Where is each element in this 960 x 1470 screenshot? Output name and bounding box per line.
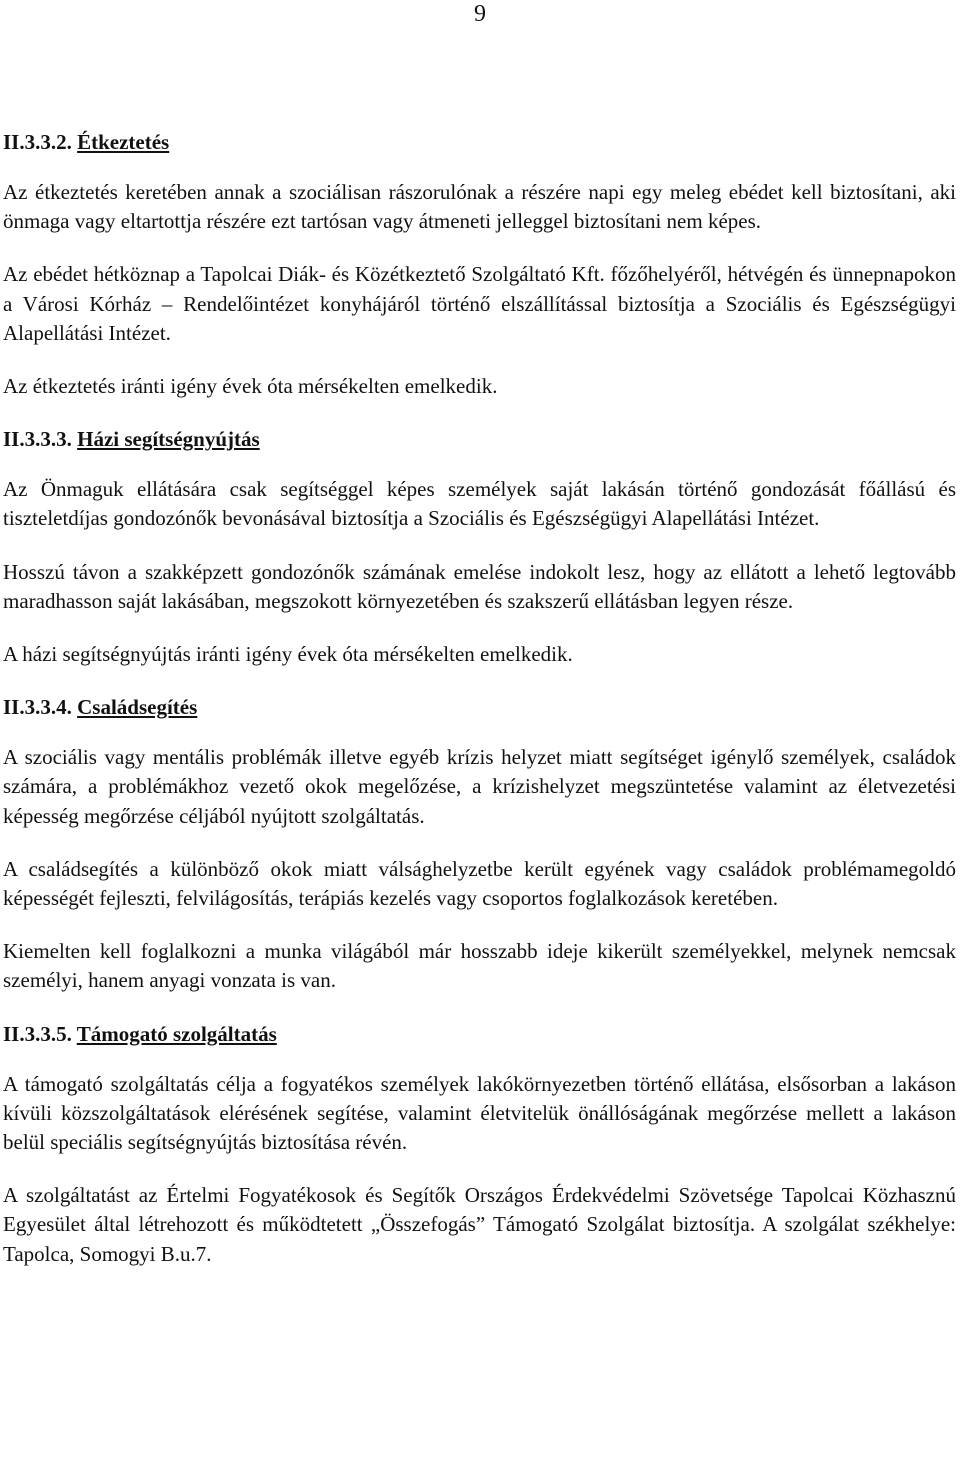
section-number: II.3.3.3. [3, 427, 72, 452]
section-heading-csaladsegites [3, 693, 956, 722]
section-title: Családsegítés [77, 695, 198, 720]
section-heading-hazi-segitsegnyujtas [3, 425, 956, 454]
paragraph: Az ebédet hétköznap a Tapolcai Diák- és Közétkeztető Szolgáltató Kft. főzőhelyéről, hétvégén és ünnepnapokon a Városi Kórház – Rendelőintézet konyhájáról történő elszállítással biztosítja a Szociális és Egészségügyi Alapellátási Intézet. [3, 262, 956, 345]
section-heading-tamogato-szolgaltatas [3, 1020, 956, 1049]
section-number: II.3.3.2. [3, 130, 72, 154]
paragraph: Az étkeztetés iránti igény évek óta mérsékelten emelkedik. [3, 374, 498, 399]
document-body [3, 128, 956, 1269]
paragraph: A házi segítségnyújtás iránti igény évek óta mérsékelten emelkedik. [3, 642, 573, 667]
section-number: II.3.3.5. [3, 1021, 72, 1046]
paragraph: A családsegítés a különböző okok miatt válsághelyzetbe került egyének vagy családok problémamegoldó képességét fejleszti, felvilágosítás, terápiás kezelés vagy csoportos foglalkozások keretében. [3, 856, 956, 911]
section-title: Támogató szolgáltatás [76, 1021, 277, 1046]
paragraph: Kiemelten kell foglalkozni a munka világából már hosszabb ideje kikerült személyekkel, melynek nemcsak személyi, hanem anyagi vonzata is van. [3, 939, 956, 993]
paragraph: Az étkeztetés keretében annak a szociálisan rászorulónak a részére napi egy meleg ebédet kell biztosítani, aki önmaga vagy eltartottja részére ezt tartósan vagy átmeneti jelleggel biztosítani nem képes. [3, 180, 956, 234]
paragraph: Az Önmaguk ellátására csak segítséggel képes személyek saját lakásán történő gondozását főállású és tiszteletdíjas gondozónők bevonásával biztosítja a Szociális és Egészségügyi Alapellátási Intézet. [3, 477, 956, 531]
section-heading-etkeztetes [3, 128, 956, 157]
paragraph: A szolgáltatást az Értelmi Fogyatékosok és Segítők Országos Érdekvédelmi Szövetsége Tapolcai Közhasznú Egyesület által létrehozott és működtetett „Összefogás” Támogató Szolgálat biztosítja. A szolgálat székhelye: Tapolca, Somogyi B.u.7. [3, 1183, 956, 1266]
section-number: II.3.3.4. [3, 695, 72, 720]
paragraph: Hosszú távon a szakképzett gondozónők számának emelése indokolt lesz, hogy az ellátott a lehető legtovább maradhasson saját lakásában, megszokott környezetében és szakszerű ellátásban legyen része. [3, 559, 956, 613]
paragraph: A támogató szolgáltatás célja a fogyatékos személyek lakókörnyezetben történő ellátása, elsősorban a lakáson kívüli közszolgáltatások elérésének segítése, valamint életvitelük önállóságának megőrzése mellett a lakáson belül speciális segítségnyújtás biztosítása révén. [3, 1071, 956, 1155]
section-title: Étkeztetés [77, 130, 170, 154]
paragraph: A szociális vagy mentális problémák illetve egyéb krízis helyzet miatt segítséget igénylő személyek, családok számára, a problémákhoz vezető okok megelőzése, a krízishelyzet megszüntetése valamint az életvezetési képesség megőrzése céljából nyújtott szolgáltatás. [3, 745, 956, 828]
page-number: 9 [474, 1, 486, 27]
section-title: Házi segítségnyújtás [77, 427, 260, 452]
